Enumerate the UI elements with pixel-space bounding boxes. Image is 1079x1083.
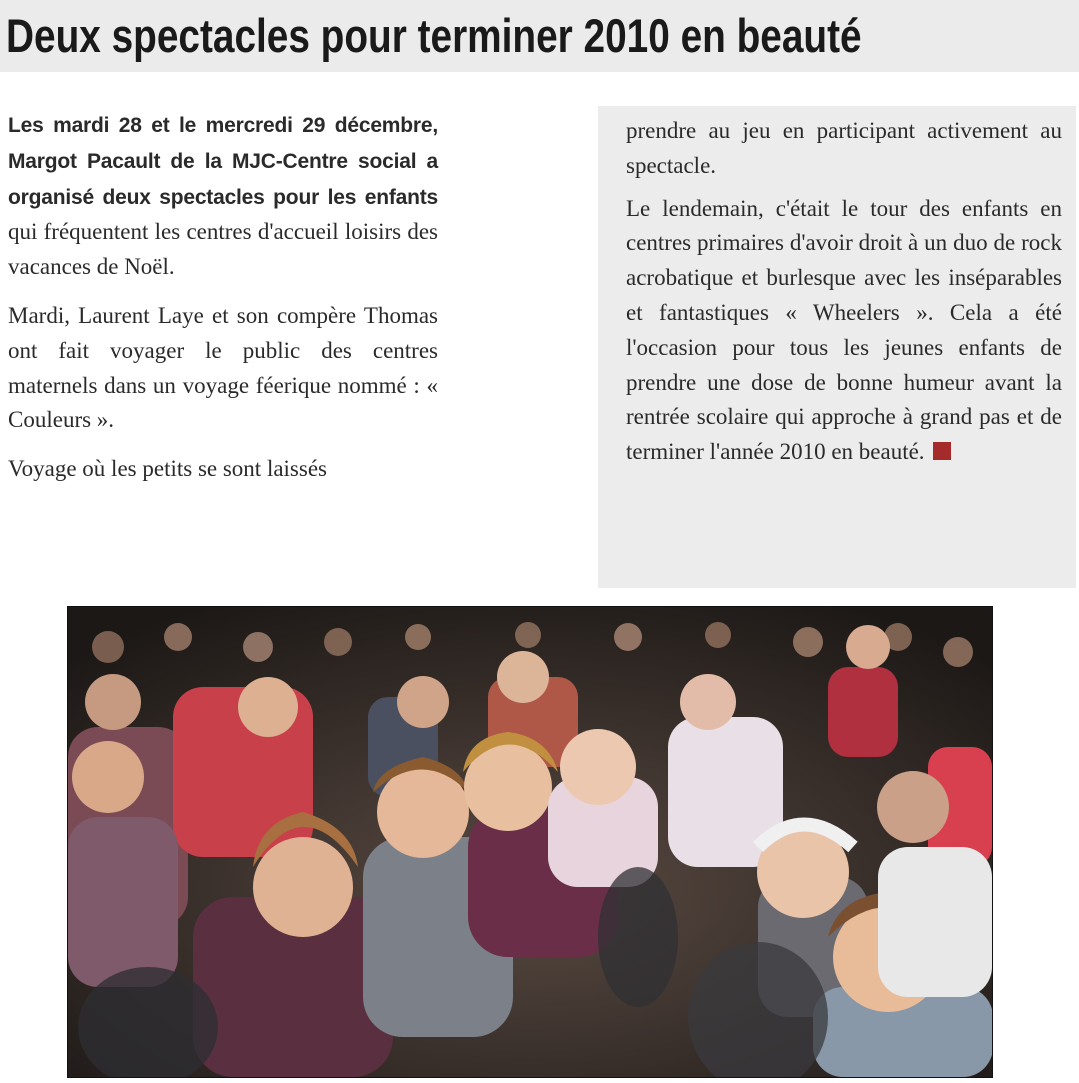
paragraph-continuation: prendre au jeu en participant activement au spectacle. (626, 118, 1062, 178)
left-column (8, 108, 438, 487)
lead-paragraph (8, 108, 438, 285)
children-audience-photo (68, 607, 992, 1077)
paragraph-lendemain (626, 192, 1062, 470)
headline-band (0, 0, 1079, 72)
paragraph-voyage: Voyage où les petits se sont laissés (8, 456, 327, 482)
article-headline: Deux spectacles pour terminer 2010 en beauté (6, 9, 862, 62)
right-column (598, 106, 1076, 588)
article-photo (67, 606, 993, 1078)
end-of-article-marker (933, 442, 951, 460)
lead-text: Les mardi 28 et le mercredi 29 décembre, Margot Pacault de la MJC-Centre social a organisé deux spectacles pour les enfants (8, 114, 438, 209)
paragraph-mardi: Mardi, Laurent Laye et son compère Thomas ont fait voyager le public des centres maternels dans un voyage féerique nommé : « Couleurs ». (8, 302, 438, 433)
lead-tail-text: qui fréquentent les centres d'accueil loisirs des vacances de Noël. (8, 219, 438, 280)
paragraph-lendemain-text: Le lendemain, c'était le tour des enfants en centres primaires d'avoir droit à un duo de rock acrobatique et burlesque avec les inséparables et fantastiques « Wheelers ». Cela a été l'occasion pour tous les jeunes enfants de prendre une dose de bonne humeur avant la rentrée scolaire qui approche à grand pas et de terminer l'année 2010 en beauté. (626, 195, 1062, 465)
